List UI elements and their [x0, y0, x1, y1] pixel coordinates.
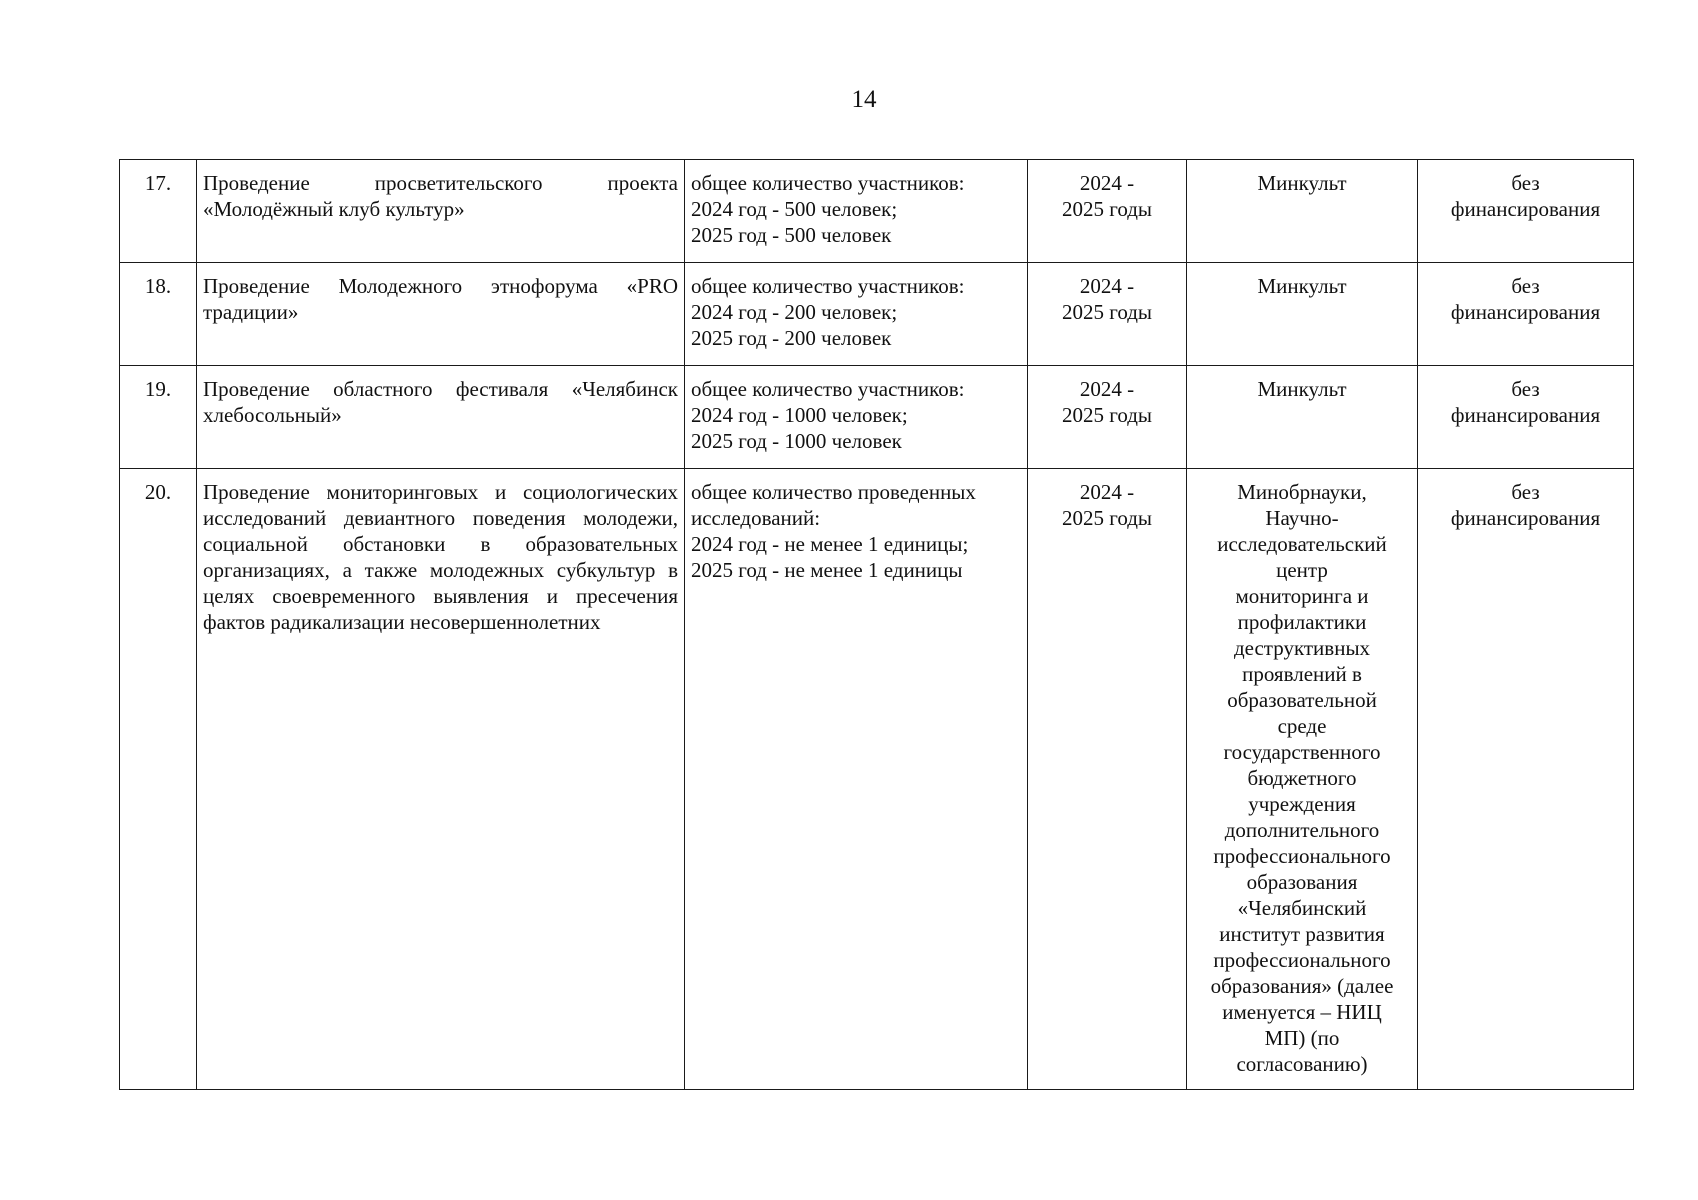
event-description: Проведение просветительского проекта «Молодёжный клуб культур»: [197, 160, 685, 263]
indicator-line: 2024 год - 500 человек;: [691, 197, 898, 221]
executor-line: образования» (далее: [1210, 974, 1394, 998]
financing-line: без: [1511, 171, 1540, 195]
executor-line: государственного: [1223, 740, 1381, 764]
executor-cell: [1187, 469, 1418, 1090]
event-description: Проведение Молодежного этнофорума «PRO традиции»: [197, 263, 685, 366]
period-line: 2025 годы: [1061, 403, 1153, 427]
row-number: 20.: [120, 469, 197, 1090]
period-cell: [1028, 263, 1187, 366]
period-line: 2024 -: [1079, 171, 1135, 195]
financing-cell: [1418, 469, 1634, 1090]
indicator-line: общее количество проведенных исследований:: [691, 480, 976, 530]
period-line: 2025 годы: [1061, 197, 1153, 221]
executor-line: среде: [1277, 714, 1327, 738]
executor-line: центр: [1276, 558, 1328, 582]
executor-line: Минобрнауки,: [1237, 480, 1367, 504]
indicator-line: 2024 год - 1000 человек;: [691, 403, 908, 427]
row-number: 18.: [120, 263, 197, 366]
executor-cell: Минкульт: [1187, 366, 1418, 469]
page-number: 14: [851, 86, 877, 113]
executor-line: образовательной: [1227, 688, 1377, 712]
executor-line: исследовательский: [1217, 532, 1387, 556]
executor-line: МП) (по: [1264, 1026, 1340, 1050]
indicator-line: 2024 год - не менее 1 единицы;: [691, 532, 969, 556]
executor-line: Научно-: [1265, 506, 1339, 530]
financing-line: финансирования: [1450, 403, 1601, 427]
executor-line: именуется – НИЦ: [1222, 1000, 1382, 1024]
financing-cell: [1418, 366, 1634, 469]
financing-line: финансирования: [1450, 300, 1601, 324]
table-row: [120, 263, 1634, 366]
indicator-line: 2025 год - 1000 человек: [691, 429, 902, 453]
period-cell: [1028, 469, 1187, 1090]
period-line: 2025 годы: [1061, 506, 1153, 530]
financing-cell: [1418, 263, 1634, 366]
financing-cell: [1418, 160, 1634, 263]
indicator-line: общее количество участников:: [691, 171, 965, 195]
table-row: [120, 469, 1634, 1090]
period-line: 2025 годы: [1061, 300, 1153, 324]
executor-cell: Минкульт: [1187, 160, 1418, 263]
executor-line: бюджетного: [1247, 766, 1357, 790]
indicator-cell: [685, 263, 1028, 366]
period-cell: [1028, 366, 1187, 469]
indicator-line: 2024 год - 200 человек;: [691, 300, 898, 324]
executor-line: проявлений в: [1242, 662, 1362, 686]
executor-line: учреждения: [1248, 792, 1356, 816]
period-line: 2024 -: [1079, 480, 1135, 504]
period-line: 2024 -: [1079, 377, 1135, 401]
executor-line: деструктивных: [1233, 636, 1371, 660]
financing-line: финансирования: [1450, 506, 1601, 530]
executor-line: профессионального: [1213, 948, 1391, 972]
indicator-cell: [685, 366, 1028, 469]
executor-line: согласованию): [1236, 1052, 1368, 1076]
activities-table: [119, 159, 1634, 1090]
event-description: Проведение областного фестиваля «Челябинск хлебосольный»: [197, 366, 685, 469]
executor-cell: Минкульт: [1187, 263, 1418, 366]
financing-line: финансирования: [1450, 197, 1601, 221]
financing-line: без: [1511, 274, 1540, 298]
indicator-line: общее количество участников:: [691, 377, 965, 401]
executor-line: мониторинга и: [1235, 584, 1369, 608]
period-cell: [1028, 160, 1187, 263]
financing-line: без: [1511, 377, 1540, 401]
indicator-cell: [685, 160, 1028, 263]
indicator-line: 2025 год - 500 человек: [691, 223, 892, 247]
executor-line: институт развития: [1219, 922, 1385, 946]
executor-line: образования: [1246, 870, 1358, 894]
row-number: 19.: [120, 366, 197, 469]
executor-line: дополнительного: [1224, 818, 1380, 842]
executor-line: «Челябинский: [1237, 896, 1367, 920]
indicator-cell: [685, 469, 1028, 1090]
period-line: 2024 -: [1079, 274, 1135, 298]
table-row: [120, 160, 1634, 263]
row-number: 17.: [120, 160, 197, 263]
executor-line: профессионального: [1213, 844, 1391, 868]
table-row: [120, 366, 1634, 469]
financing-line: без: [1511, 480, 1540, 504]
indicator-line: 2025 год - не менее 1 единицы: [691, 558, 963, 582]
executor-line: профилактики: [1237, 610, 1367, 634]
indicator-line: 2025 год - 200 человек: [691, 326, 892, 350]
event-description: Проведение мониторинговых и социологических исследований девиантного поведения молодежи, социальной обстановки в образовательных организациях, а также молодежных субкультур в целях своевременного выявления и пресечения фактов радикализации несовершеннолетних: [197, 469, 685, 1090]
indicator-line: общее количество участников:: [691, 274, 965, 298]
